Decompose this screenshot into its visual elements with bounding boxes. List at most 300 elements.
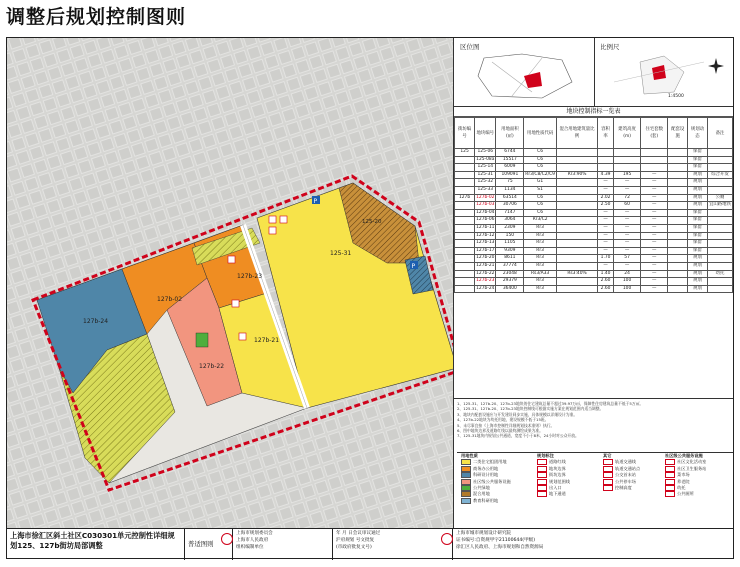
legend-label: 道路红线 — [549, 459, 566, 465]
table-cell — [707, 186, 732, 194]
table-row — [455, 262, 733, 270]
legend-label: 公共厕所 — [677, 491, 694, 497]
table-cell: — — [614, 186, 641, 194]
table-cell: — — [641, 217, 668, 225]
legend-item — [665, 491, 731, 497]
table-cell: — — [641, 255, 668, 263]
legend-label: 幼托 — [677, 484, 686, 490]
table-cell — [455, 217, 475, 225]
table-cell — [455, 202, 475, 210]
design-org: 上海市城市规划设计研究院 — [456, 531, 512, 536]
table-cell: 保留 — [688, 240, 708, 248]
table-cell: — — [614, 262, 641, 270]
legend-symbol — [603, 459, 613, 465]
legend-swatch — [461, 498, 471, 504]
note-line: 4、127b-22地块为幼托用地，建设规模不低于15班。 — [457, 417, 549, 423]
table-cell — [556, 278, 597, 286]
table-cell: — — [641, 278, 668, 286]
legend-title-facilities: 社区级公共服务设施 — [665, 453, 703, 458]
table-cell: 宜山路地铁 — [707, 202, 732, 210]
compile-value: 徐汇区人民政府、上海市规划和自然资源局 — [456, 545, 544, 550]
label-127b-22: 127b-22 — [199, 363, 225, 370]
legend-label: 社区级公共服务设施 — [473, 478, 511, 484]
legend-swatch — [461, 485, 471, 491]
note-line: 3、地块内配套设施应与开发建设同步实施，具体规模以详细设计为准。 — [457, 411, 578, 417]
approval-text: 年 月 日会议审议通过 — [336, 531, 381, 536]
table-cell: 127b-04 — [475, 209, 496, 217]
table-cell — [455, 285, 475, 293]
table-cell: 109091 — [496, 171, 524, 179]
table-cell: 8611 — [496, 255, 524, 263]
table-cell: 75 — [496, 179, 524, 187]
table-cell — [556, 186, 597, 194]
table-cell — [668, 149, 688, 157]
table-row — [455, 217, 733, 225]
table-cell — [668, 217, 688, 225]
legend-symbol — [665, 466, 675, 472]
table-cell — [668, 194, 688, 202]
table-cell — [707, 217, 732, 225]
table-cell: 72 — [614, 194, 641, 202]
table-cell — [455, 209, 475, 217]
table-cell: 1134 — [496, 186, 524, 194]
table-cell: 6009 — [496, 164, 524, 172]
table-cell: — — [598, 240, 614, 248]
note-line: 1、125-31、127b-20、127b-23地块的住宅建筑总量不超过39.97万㎡，保障性住房建筑总量不低于5万㎡。 — [457, 401, 644, 406]
table-cell: — — [614, 179, 641, 187]
table-cell: Rr3 — [524, 247, 557, 255]
table-row — [455, 224, 733, 232]
legend-land-use — [461, 453, 533, 527]
table-cell — [707, 179, 732, 187]
table-cell: — — [641, 186, 668, 194]
table-cell: 1.40 — [598, 270, 614, 278]
table-cell: 1105 — [496, 240, 524, 248]
drawing-name: 普适图则 — [185, 529, 233, 560]
note-line: 2、125-31、127b-20、127b-23地块控制线可根据实施方案在规划范围内适当调整。 — [457, 406, 604, 412]
legend-label: 地块边界 — [549, 465, 566, 471]
table-cell: 127b-12 — [475, 232, 496, 240]
table-cell: Rr3 — [524, 232, 557, 240]
table-cell: 127b-13 — [475, 240, 496, 248]
table-cell: 127b-17 — [475, 247, 496, 255]
table-cell — [707, 149, 732, 157]
scale-map — [604, 52, 729, 102]
table-cell: — — [641, 171, 668, 179]
table-cell: 30706 — [496, 202, 524, 210]
table-cell: 127b-22 — [475, 270, 496, 278]
table-cell: 规划 — [688, 270, 708, 278]
table-row — [455, 255, 733, 263]
svg-text:P: P — [411, 262, 416, 270]
table-cell: Rs3:40% — [556, 270, 597, 278]
table-cell: 127b-03 — [475, 202, 496, 210]
table-cell: 127b-21 — [475, 262, 496, 270]
table-cell — [668, 186, 688, 194]
table-cell: 规划 — [688, 262, 708, 270]
table-cell — [598, 149, 614, 157]
table-cell: 综合开发 — [707, 171, 732, 179]
approval-org: 上海市规划委员会 — [236, 531, 273, 536]
gov-text: 上海市人民政府 — [236, 538, 269, 543]
table-cell: 规划 — [688, 202, 708, 210]
legend-swatch — [461, 479, 471, 485]
table-cell: — — [598, 179, 614, 187]
legend-label: 商务办公用地 — [473, 465, 499, 471]
table-cell — [668, 202, 688, 210]
legend-label: 菜市场 — [677, 472, 690, 478]
table-cell: Rr3 — [524, 255, 557, 263]
table-cell: C6 — [524, 209, 557, 217]
table-header-cell: 混合用地建筑量比例 — [556, 118, 597, 149]
table-cell: C6 — [524, 156, 557, 164]
project-cell — [7, 529, 185, 560]
table-cell: Rr3/C2 — [524, 217, 557, 225]
legend-swatch — [461, 459, 471, 465]
legend-symbol — [537, 491, 547, 497]
reference-maps — [454, 38, 733, 107]
table-cell: 规划 — [688, 171, 708, 179]
table-row — [455, 247, 733, 255]
legend-symbol — [665, 485, 675, 491]
table-cell: 125-33 — [475, 186, 496, 194]
table-cell: — — [598, 209, 614, 217]
table-cell — [668, 171, 688, 179]
legend-item — [461, 498, 533, 504]
table-cell — [455, 247, 475, 255]
table-cell: — — [614, 240, 641, 248]
table-row — [455, 202, 733, 210]
legend-label: 出入口 — [549, 484, 562, 490]
table-row — [455, 209, 733, 217]
approval-no: 沪府规划 号文批复 — [336, 538, 375, 543]
table-cell — [668, 285, 688, 293]
table-cell: 规划 — [688, 255, 708, 263]
legend-swatch — [461, 466, 471, 472]
table-cell — [556, 164, 597, 172]
table-cell: 125 — [455, 149, 475, 157]
table-cell: — — [641, 240, 668, 248]
table-row — [455, 164, 733, 172]
table-cell — [668, 270, 688, 278]
legend — [457, 452, 733, 529]
table-cell: — — [641, 202, 668, 210]
legend-label: 控制高度 — [615, 484, 632, 490]
legend-label: 规划范围线 — [549, 478, 570, 484]
table-cell: — — [614, 247, 641, 255]
table-cell: — — [598, 262, 614, 270]
table-header-cell: 配套设施 — [668, 118, 688, 149]
legend-symbol — [665, 472, 675, 478]
table-cell — [641, 156, 668, 164]
table-cell: 7147 — [496, 209, 524, 217]
table-cell — [668, 179, 688, 187]
table-cell: — — [641, 270, 668, 278]
table-cell — [668, 209, 688, 217]
table-cell: 23048 — [496, 270, 524, 278]
table-cell — [455, 164, 475, 172]
table-cell — [556, 179, 597, 187]
table-cell: 150 — [496, 232, 524, 240]
table-cell: 127b-20 — [475, 255, 496, 263]
table-cell — [556, 217, 597, 225]
legend-label: 社区文化活动室 — [677, 459, 707, 465]
location-map — [472, 52, 582, 102]
table-cell: 127b-02 — [475, 194, 496, 202]
legend-label: 公交首末站 — [615, 472, 636, 478]
table-cell: — — [598, 217, 614, 225]
table-cell: 保留 — [688, 149, 708, 157]
legend-title-land-use: 用地性质 — [461, 453, 478, 458]
table-cell: — — [641, 224, 668, 232]
label-127b-24: 127b-24 — [83, 318, 109, 325]
table-cell — [641, 149, 668, 157]
table-cell: — — [641, 285, 668, 293]
table-cell: 2309 — [496, 224, 524, 232]
legend-label: 混合用地 — [473, 491, 490, 497]
legend-label: 养老院 — [677, 478, 690, 484]
legend-symbol — [537, 485, 547, 491]
legend-symbol — [603, 466, 613, 472]
table-cell: 2.50 — [598, 202, 614, 210]
table-cell — [668, 164, 688, 172]
issue-text: (市政府批复文号) — [336, 545, 372, 550]
table-row — [455, 171, 733, 179]
plot-control-table — [454, 107, 733, 397]
table-row — [455, 179, 733, 187]
table-cell — [455, 278, 475, 286]
label-127b-02: 127b-02 — [157, 296, 183, 303]
table-cell: 保留 — [688, 164, 708, 172]
table-cell: Rr3 — [524, 262, 557, 270]
table-cell: 37774 — [496, 262, 524, 270]
legend-label: 二类住宅组团用地 — [473, 459, 507, 465]
legend-label: 轨道交通线 — [615, 459, 636, 465]
legend-symbol — [603, 472, 613, 478]
scale-text: 1:4500 — [668, 94, 684, 99]
table-row — [455, 186, 733, 194]
legend-swatch — [461, 491, 471, 497]
planning-map[interactable] — [7, 38, 453, 528]
table-cell — [707, 224, 732, 232]
table-cell — [556, 149, 597, 157]
table-cell — [668, 278, 688, 286]
table-cell: 公厕 — [707, 194, 732, 202]
table-cell: 63514 — [496, 194, 524, 202]
table-cell — [556, 255, 597, 263]
table-cell — [668, 224, 688, 232]
table-cell — [556, 209, 597, 217]
table-row — [455, 232, 733, 240]
table-cell: — — [641, 247, 668, 255]
table-cell: 195 — [614, 171, 641, 179]
table-cell — [455, 232, 475, 240]
legend-label: 轨道交通站点 — [615, 465, 641, 471]
label-127b-23: 127b-23 — [237, 273, 263, 280]
table-cell: Rr3 — [524, 224, 557, 232]
legend-symbol — [665, 479, 675, 485]
table-cell — [455, 262, 475, 270]
title-block — [7, 528, 734, 560]
table-cell — [641, 164, 668, 172]
table-cell — [556, 285, 597, 293]
table-cell: — — [641, 179, 668, 187]
table-cell: 127b — [455, 194, 475, 202]
table-cell: Rr3 — [524, 240, 557, 248]
legend-symbol — [665, 459, 675, 465]
table-cell: 127b-24 — [475, 285, 496, 293]
legend-symbol — [537, 472, 547, 478]
table-cell: 保留 — [688, 232, 708, 240]
table-cell: — — [614, 209, 641, 217]
table-cell — [455, 224, 475, 232]
table-cell — [556, 247, 597, 255]
table-cell: 3064 — [496, 217, 524, 225]
legend-symbol — [537, 466, 547, 472]
table-cell — [556, 232, 597, 240]
table-cell — [707, 255, 732, 263]
table-cell: 保留 — [688, 209, 708, 217]
table-cell: 125-08a — [475, 156, 496, 164]
table-cell: — — [598, 232, 614, 240]
table-cell — [556, 262, 597, 270]
seal-icon — [221, 533, 233, 545]
legend-label: 科研设计用地 — [473, 472, 499, 478]
table-cell: 24 — [614, 270, 641, 278]
table-header-cell: 地块编号 — [475, 118, 496, 149]
legend-label: 教育科研用地 — [473, 497, 499, 503]
legend-others — [603, 453, 661, 527]
legend-planning-marks — [537, 453, 599, 527]
table-cell: 36400 — [496, 285, 524, 293]
table-cell — [707, 209, 732, 217]
table-cell — [556, 194, 597, 202]
project-name: 上海市徐汇区斜土社区C030301单元控制性详细规划125、127b街坊局部调整 — [10, 531, 175, 550]
legend-title-others: 其它 — [603, 453, 612, 458]
table-cell: 保留 — [688, 224, 708, 232]
table-cell: 2.60 — [598, 278, 614, 286]
table-header-cell: 容积率 — [598, 118, 614, 149]
legend-item — [537, 491, 599, 497]
table-cell: 125-14 — [475, 164, 496, 172]
table-row — [455, 278, 733, 286]
table-header-cell: 建筑高度(m) — [614, 118, 641, 149]
approval-detail-cell — [333, 529, 453, 560]
table-cell: — — [641, 262, 668, 270]
legend-label: 公共停车场 — [615, 478, 636, 484]
design-cell — [453, 529, 633, 560]
table-cell: 规划 — [688, 179, 708, 187]
table-cell — [598, 164, 614, 172]
table-cell: — — [614, 217, 641, 225]
table-row — [455, 156, 733, 164]
table-cell — [707, 278, 732, 286]
table-row — [455, 194, 733, 202]
table-cell: Rs3/A33 — [524, 270, 557, 278]
table-row — [455, 149, 733, 157]
legend-title-marks: 规划标注 — [537, 453, 554, 458]
table-row — [455, 285, 733, 293]
legend-symbol — [665, 491, 675, 497]
note-line: 5、未尽事宜按《上海市控制性详细规划技术准则》执行。 — [457, 422, 555, 428]
page-title: 调整后规划控制图则 — [6, 6, 187, 28]
table-cell — [614, 149, 641, 157]
legend-symbol — [537, 479, 547, 485]
table-caption: 地块控制指标一览表 — [454, 107, 733, 117]
table-cell — [707, 156, 732, 164]
table-cell: G1 — [524, 179, 557, 187]
table-cell: — — [641, 209, 668, 217]
table-cell: Rr3 — [524, 278, 557, 286]
table-cell: C6 — [524, 149, 557, 157]
table-cell: 127b-11 — [475, 224, 496, 232]
table-cell: 9309 — [496, 247, 524, 255]
cert-text: 证书编号:自资规甲字21100644(甲级) — [456, 538, 536, 543]
table-cell: 127b-23 — [475, 278, 496, 286]
location-map-title: 区位图 — [460, 43, 480, 51]
table-row — [455, 240, 733, 248]
label-125-20: 125-20 — [362, 219, 382, 225]
table-cell — [707, 240, 732, 248]
table-cell — [614, 156, 641, 164]
green-space — [196, 333, 208, 347]
table-cell: — — [614, 232, 641, 240]
legend-item — [603, 485, 661, 491]
legend-symbol — [603, 485, 613, 491]
legend-swatch — [461, 472, 471, 478]
note-line: 7、125-31地块内规划公共通道，宽度不小于8米，24小时对公众开放。 — [457, 433, 579, 439]
table-cell: 保留 — [688, 156, 708, 164]
table-cell — [556, 240, 597, 248]
table-header-cell: 用地面积(㎡) — [496, 118, 524, 149]
seal-icon — [441, 533, 453, 545]
table-cell: 规划 — [688, 186, 708, 194]
table-cell: 6744 — [496, 149, 524, 157]
table-cell — [556, 202, 597, 210]
table-cell: 1.70 — [598, 255, 614, 263]
table-cell — [668, 156, 688, 164]
label-127b-21: 127b-21 — [254, 337, 280, 344]
note-line: 6、图中地块边界及道路红线以最终测绘成果为准。 — [457, 428, 543, 434]
table-cell: — — [641, 232, 668, 240]
table-cell — [707, 285, 732, 293]
table-cell: 规划 — [688, 278, 708, 286]
table-cell: S1 — [524, 186, 557, 194]
table-cell: 2.60 — [598, 285, 614, 293]
table-cell — [707, 232, 732, 240]
legend-label: 公共绿地 — [473, 484, 490, 490]
table-cell: 2.02 — [598, 194, 614, 202]
table-cell — [668, 262, 688, 270]
table-cell: 100 — [614, 285, 641, 293]
legend-symbol — [537, 459, 547, 465]
table-cell: 幼托 — [707, 270, 732, 278]
table-cell: — — [641, 194, 668, 202]
approval-cell — [233, 529, 333, 560]
legend-label: 街坊边界 — [549, 472, 566, 478]
ref-divider — [594, 38, 595, 106]
table-cell: 127b-06 — [475, 217, 496, 225]
legend-label: 地下通道 — [549, 491, 566, 497]
table-cell: — — [598, 224, 614, 232]
label-125-31: 125-31 — [330, 250, 352, 257]
table-cell: 125-31 — [475, 171, 496, 179]
legend-facilities — [665, 453, 731, 527]
table-cell — [455, 186, 475, 194]
table-cell: 57 — [614, 255, 641, 263]
compile-unit: 组织编制单位 — [236, 545, 264, 550]
table-header-cell: 规划动态 — [688, 118, 708, 149]
